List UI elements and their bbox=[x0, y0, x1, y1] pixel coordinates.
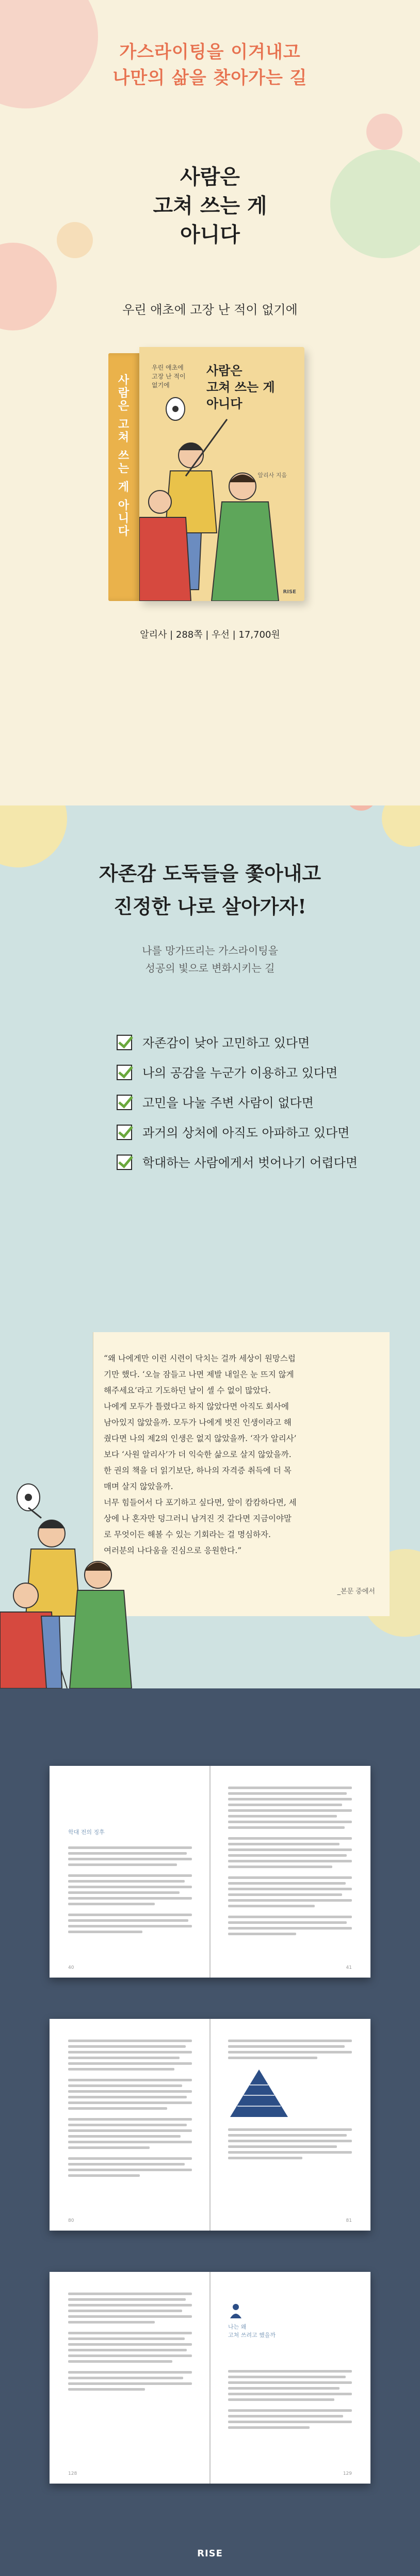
page-number: 41 bbox=[346, 1965, 352, 1970]
book-spread bbox=[50, 1766, 370, 1978]
checkbox-checked-icon bbox=[117, 1155, 132, 1170]
cover-illustration bbox=[139, 347, 304, 601]
cover-publisher: RISE bbox=[283, 589, 296, 595]
spread-left-page bbox=[68, 1828, 192, 1936]
excerpt-quote: “왜 나에게만 이런 시련이 닥치는 걸까 세상이 원망스럽 기만 했다. ‘오늘 잠들고 나면 제발 내일은 눈 뜨지 않게 해주세요’라고 기도하던 날이 셀 수 없이 많았다. 나에게 모두가 틀렸다고 하지 않았다면 아직도 회사에 남아있지 않았을까. 모두가 나에게 벗진 인생이라고 해 줬다면 나의 제2의 인생은 없지 않았을까. ‘작가 알리사’ 보다 ‘사원 알리사’가 더 익숙한 삶으로 살지 않았을까. 한 권의 책을 더 읽기보단, 하나의 자격증 취득에 더 목 매며 살지 않았을까. 너무 힘들어서 다 포기하고 싶다면, 앞이 캄캄하다면, 세 상에 나 혼자만 덩그러니 남겨진 것 같다면 지금이야말 로 무엇이든 해볼 수 있는 기회라는 걸 명심하자. 여러분의 나다움을 진심으로 응원한다.” bbox=[104, 1354, 297, 1555]
checklist-item: 학대하는 사람에게서 벗어나기 어렵다면 bbox=[117, 1152, 358, 1182]
cover-subtitle: 우린 애초에 고장 난 적이 없기에 bbox=[152, 364, 186, 389]
page-number: 128 bbox=[68, 2471, 77, 2476]
spine-title: 사람은 고쳐 쓰는 게 아니다 bbox=[116, 374, 129, 538]
tagline-line-1: 가스라이팅을 이겨내고 bbox=[119, 42, 301, 62]
book-title-line-3: 아니다 bbox=[180, 223, 240, 247]
spread-right-page bbox=[228, 2303, 352, 2432]
page-number: 40 bbox=[68, 1965, 74, 1970]
checkbox-checked-icon bbox=[117, 1125, 132, 1140]
checkbox-checked-icon bbox=[117, 1095, 132, 1110]
cover-section bbox=[0, 0, 420, 805]
section-subheadline: 나를 망가뜨리는 가스라이팅을 성공의 빛으로 변화시키는 길 bbox=[142, 944, 278, 974]
checklist-item: 나의 공감을 누군가 이용하고 있다면 bbox=[117, 1063, 358, 1093]
checkbox-checked-icon bbox=[117, 1035, 132, 1050]
cover-author: 알리사 지음 bbox=[257, 472, 287, 479]
cover-title: 사람은 고쳐 쓰는 게 아니다 bbox=[206, 363, 275, 411]
checklist-item: 자존감이 낮아 고민하고 있다면 bbox=[117, 1033, 358, 1063]
publisher-logo: RISE bbox=[197, 2548, 223, 2559]
decor-circle bbox=[346, 805, 377, 811]
decor-circle bbox=[366, 114, 402, 150]
pyramid-diagram bbox=[228, 2067, 290, 2119]
checklist-item: 고민을 나눌 주변 사람이 없다면 bbox=[117, 1093, 358, 1123]
spread-right-page bbox=[228, 1787, 352, 1938]
excerpt-quote-box bbox=[93, 1332, 390, 1616]
reader-checklist bbox=[117, 1033, 358, 1182]
checkbox-checked-icon bbox=[117, 1065, 132, 1080]
page-number: 81 bbox=[346, 2218, 352, 2223]
book-title-line-1: 사람은 bbox=[180, 165, 240, 189]
spread-left-page bbox=[68, 2293, 192, 2394]
excerpt-source: _본문 중에서 bbox=[337, 1588, 375, 1595]
book-spread bbox=[50, 2019, 370, 2231]
section-headline: 자존감 도둑들을 쫓아내고 진정한 나로 살아가자! bbox=[99, 862, 321, 918]
publication-info: 알리사 | 288쪽 | 우선 | 17,700원 bbox=[140, 629, 280, 640]
book-cover bbox=[139, 347, 304, 601]
checklist-item: 과거의 상처에 아직도 아파하고 있다면 bbox=[117, 1123, 358, 1152]
book-spine bbox=[108, 353, 139, 601]
page-number: 80 bbox=[68, 2218, 74, 2223]
book-mockup bbox=[108, 347, 315, 605]
inner-pages-section bbox=[0, 1688, 420, 2576]
book-spread bbox=[50, 2272, 370, 2484]
checklist-section bbox=[0, 805, 420, 1688]
page-number: 129 bbox=[343, 2471, 352, 2476]
decor-circle bbox=[382, 805, 420, 847]
tagline-line-2: 나만의 삶을 찾아가는 길 bbox=[112, 68, 308, 88]
spread-right-page bbox=[228, 2040, 352, 2162]
people-illustration bbox=[0, 1477, 134, 1688]
book-title-line-2: 고쳐 쓰는 게 bbox=[153, 194, 267, 218]
book-subtitle: 우린 애초에 고장 난 적이 없기에 bbox=[122, 303, 298, 317]
chapter-heading: 나는 왜 고쳐 쓰려고 했을까 bbox=[228, 2324, 276, 2338]
chapter-heading: 학대 전의 징후 bbox=[68, 1829, 105, 1836]
spread-left-page bbox=[68, 2040, 192, 2180]
person-icon bbox=[228, 2303, 244, 2318]
